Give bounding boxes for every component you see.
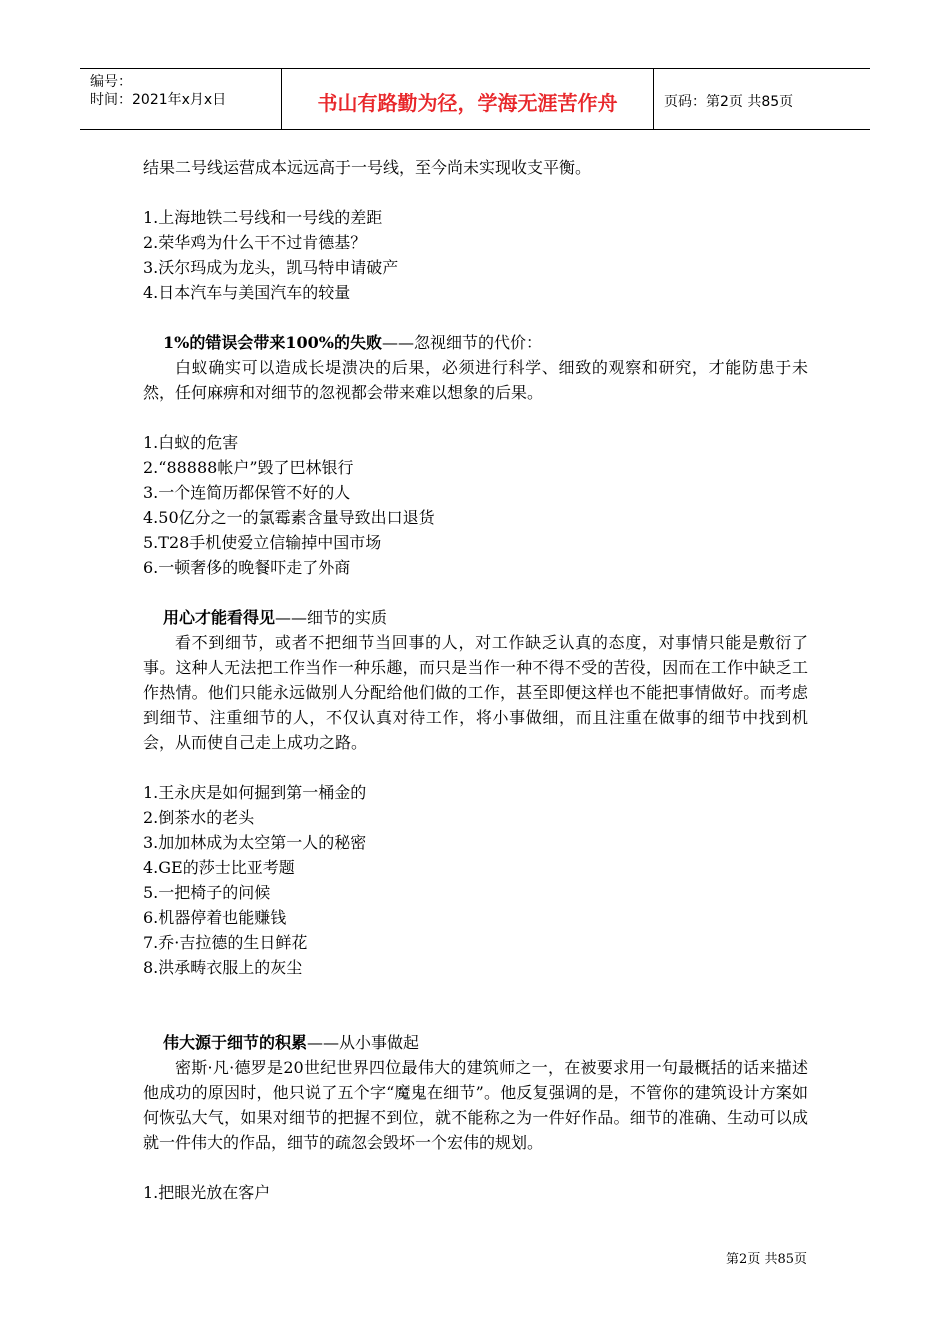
intro-paragraph: 结果二号线运营成本远远高于一号线，至今尚未实现收支平衡。 — [143, 158, 592, 177]
section-3-title — [143, 1030, 808, 1055]
section-3-title-rest: ——从小事做起 — [307, 1033, 420, 1052]
section-2-list — [143, 780, 808, 980]
section-1-title-bold: 1%的错误会带来100%的失败 — [163, 333, 382, 352]
list-item: 6.机器停着也能赚钱 — [143, 908, 287, 927]
list-item: 4.GE的莎士比亚考题 — [143, 858, 295, 877]
list-item: 1.白蚁的危害 — [143, 433, 239, 452]
list-item: 4.日本汽车与美国汽车的较量 — [143, 283, 351, 302]
list-item: 6.一顿奢侈的晚餐吓走了外商 — [143, 558, 351, 577]
list-item: 7.乔·吉拉德的生日鲜花 — [143, 933, 308, 952]
list-item: 1.把眼光放在客户 — [143, 1183, 271, 1202]
header-code-label: 编号： — [90, 74, 132, 90]
section-1-paragraph: 白蚁确实可以造成长堤溃决的后果，必须进行科学、细致的观察和研究，才能防患于未然，任何麻痹和对细节的忽视都会带来难以想象的后果。 — [143, 358, 808, 402]
header-page-info: 页码：第2页 共85页 — [664, 94, 794, 110]
list-item: 2.“88888帐户”毁了巴林银行 — [143, 458, 354, 477]
list-item: 1.王永庆是如何掘到第一桶金的 — [143, 783, 367, 802]
list-item: 5.一把椅子的问候 — [143, 883, 271, 902]
section-2-title — [143, 605, 808, 630]
header-meta — [80, 69, 282, 129]
header-motto: 书山有路勤为径，学海无涯苦作舟 — [282, 69, 654, 129]
document-body — [143, 155, 808, 1205]
list-item: 2.倒茶水的老头 — [143, 808, 255, 827]
page-header — [80, 68, 870, 130]
header-time-label: 时间：2021年x月x日 — [90, 92, 227, 108]
section-2-title-bold: 用心才能看得见 — [163, 608, 276, 627]
list-item: 3.沃尔玛成为龙头，凯马特申请破产 — [143, 258, 399, 277]
list-1 — [143, 205, 808, 305]
section-3-list — [143, 1180, 808, 1205]
section-2-title-rest: ——细节的实质 — [275, 608, 388, 627]
list-item: 3.加加林成为太空第一人的秘密 — [143, 833, 367, 852]
section-2-paragraph: 看不到细节，或者不把细节当回事的人，对工作缺乏认真的态度，对事情只能是敷衍了事。这种人无法把工作当作一种乐趣，而只是当作一种不得不受的苦役，因而在工作中缺乏工作热情。他们只能永远做别人分配给他们做的工作，甚至即便这样也不能把事情做好。而考虑到细节、注重细节的人，不仅认真对待工作，将小事做细，而且注重在做事的细节中找到机会，从而使自己走上成功之路。 — [143, 633, 808, 752]
section-1-list — [143, 430, 808, 580]
list-item: 5.T28手机使爱立信输掉中国市场 — [143, 533, 382, 552]
section-1-title — [143, 330, 808, 355]
list-item: 1.上海地铁二号线和一号线的差距 — [143, 208, 383, 227]
list-item: 4.50亿分之一的氯霉素含量导致出口退货 — [143, 508, 435, 527]
list-item: 3.一个连简历都保管不好的人 — [143, 483, 351, 502]
page-footer: 第2页 共85页 — [726, 1252, 807, 1267]
section-1-title-rest: ——忽视细节的代价： — [381, 333, 542, 352]
section-3-title-bold: 伟大源于细节的积累 — [163, 1033, 308, 1052]
list-item: 2.荣华鸡为什么干不过肯德基？ — [143, 233, 367, 252]
list-item: 8.洪承畴衣服上的灰尘 — [143, 958, 303, 977]
section-3-paragraph: 密斯·凡·德罗是20世纪世界四位最伟大的建筑师之一，在被要求用一句最概括的话来描述他成功的原因时，他只说了五个字“魔鬼在细节”。他反复强调的是，不管你的建筑设计方案如何恢弘大气，如果对细节的把握不到位，就不能称之为一件好作品。细节的准确、生动可以成就一件伟大的作品，细节的疏忽会毁坏一个宏伟的规划。 — [143, 1058, 808, 1152]
